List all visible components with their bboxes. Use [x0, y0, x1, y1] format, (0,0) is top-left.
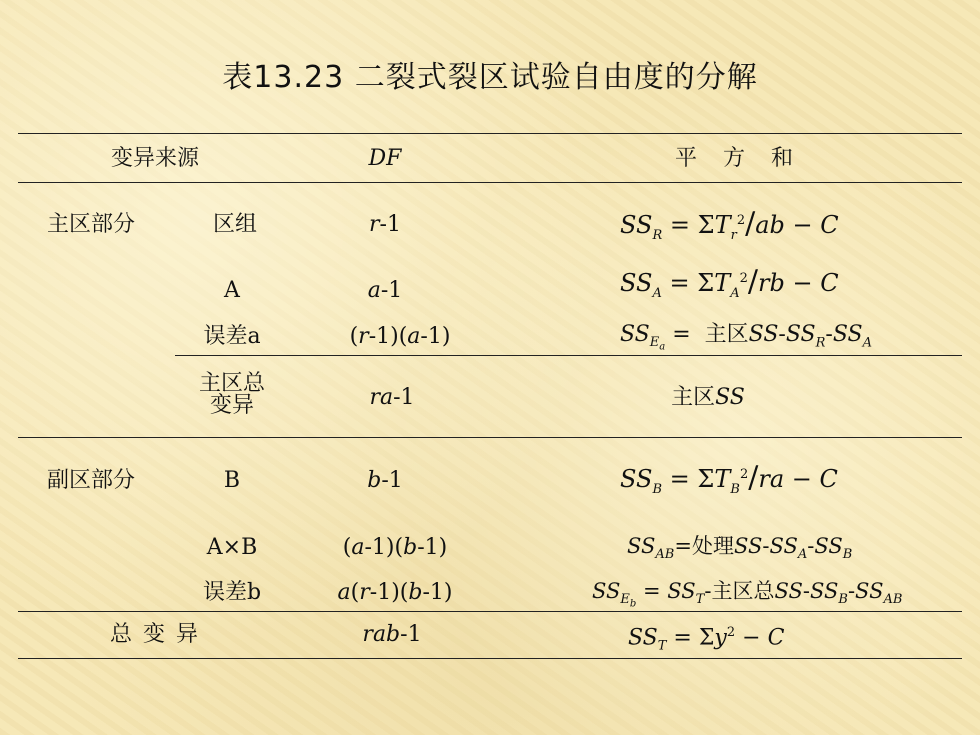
header-source: 变异来源 [110, 146, 200, 171]
ss-error-a: $SS_{E_a}$ = 主区$SS-SS_R-SS_A$ [620, 322, 873, 353]
df-error-a: (r-1)(a-1) [349, 324, 451, 349]
ss-b: $SS_B = \Sigma T_B^2/ra - C$ [620, 460, 838, 497]
ss-total: $SS_T = \Sigma y^2 - C$ [628, 625, 785, 654]
df-axb: (a-1)(b-1) [342, 535, 448, 560]
df-error-b: a(r-1)(b-1) [337, 580, 453, 605]
df-a: a-1 [367, 278, 403, 303]
source-main-total [199, 373, 265, 417]
df-main-total: ra-1 [369, 385, 415, 410]
ss-axb: $SS_{AB}=$处理$SS-SS_A-SS_B$ [627, 534, 853, 563]
rule-header [18, 182, 962, 183]
source-b: B [223, 468, 241, 493]
rule-top [18, 133, 962, 134]
rule-bottom [18, 658, 962, 659]
ss-a: $SS_A = \Sigma T_A^2/rb - C$ [620, 264, 839, 301]
ss-main-total: 主区SS [671, 385, 745, 410]
source-axb: A×B [206, 535, 258, 560]
df-b: b-1 [367, 468, 403, 493]
source-a: A [224, 278, 240, 303]
group-main-plot: 主区部分 [47, 212, 136, 237]
source-main-total-line1: 主区总 [198, 371, 266, 396]
source-blocks: 区组 [212, 212, 258, 237]
df-blocks: r-1 [369, 212, 401, 237]
ss-blocks: $SS_R = \Sigma T_r^2/ab - C$ [620, 206, 839, 243]
group-sub-plot: 副区部分 [47, 468, 136, 493]
table-title: 表13.23 二裂式裂区试验自由度的分解 [222, 60, 758, 95]
header-ss: 平 方 和 [674, 146, 796, 171]
ss-error-b: $SS_{E_b} = SS_T-$主区总$SS-SS_B-SS_{AB}$ [592, 579, 903, 610]
group-total: 总 变 异 [110, 622, 200, 647]
rule-main-end [18, 437, 962, 438]
source-error-a: 误差a [203, 324, 261, 349]
df-total: rab-1 [362, 622, 422, 647]
header-df: DF [368, 146, 402, 171]
source-main-total-line2: 变异 [209, 393, 255, 418]
source-error-b: 误差b [202, 580, 262, 605]
